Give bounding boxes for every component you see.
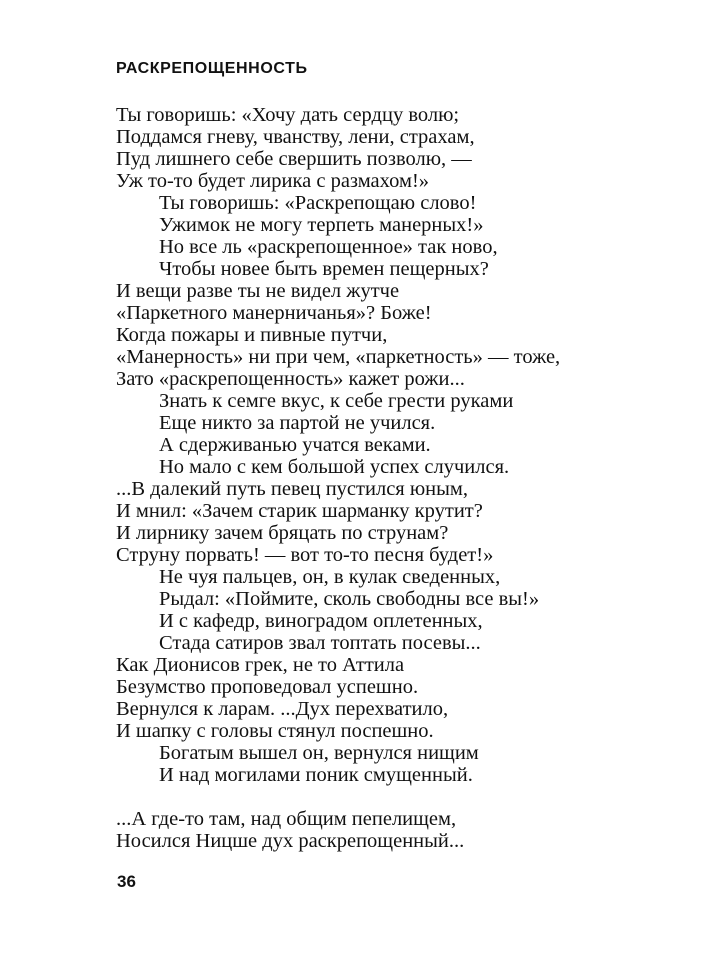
- poem-line: Но все ль «раскрепощенное» так ново,: [159, 236, 498, 258]
- poem-line: ...А где-то там, над общим пепелищем,: [116, 808, 457, 830]
- poem-line: Струну порвать! — вот то-то песня будет!»: [116, 544, 494, 566]
- poem-line: Поддамся гневу, чванству, лени, страхам,: [116, 126, 475, 148]
- poem-line: А сдерживанью учатся веками.: [159, 434, 431, 456]
- poem-line: И вещи разве ты не видел жутче: [116, 280, 400, 302]
- poem-line: ...В далекий путь певец пустился юным,: [116, 478, 469, 500]
- poem-line: Рыдал: «Поймите, сколь свободны все вы!»: [159, 588, 540, 610]
- poem-title: РАСКРЕПОЩЕННОСТЬ: [116, 60, 308, 77]
- poem-line: Но мало с кем большой успех случился.: [159, 456, 510, 478]
- poem-line: Стада сатиров звал топтать посевы...: [159, 632, 481, 654]
- poem-line: Вернулся к ларам. ...Дух перехватило,: [116, 698, 449, 720]
- poem-line: Ужимок не могу терпеть манерных!»: [159, 214, 484, 236]
- poem-line: Знать к семге вкус, к себе грести руками: [159, 390, 514, 412]
- poem-line: Уж то-то будет лирика с размахом!»: [116, 170, 430, 192]
- poem-line: И шапку с головы стянул поспешно.: [116, 720, 434, 742]
- poem-line: Когда пожары и пивные путчи,: [116, 324, 388, 346]
- poem-line: Богатым вышел он, вернулся нищим: [159, 742, 479, 764]
- poem-line: Зато «раскрепощенность» кажет рожи...: [116, 368, 465, 390]
- stanza-gap: [116, 786, 696, 808]
- poem-line: Пуд лишнего себе свершить позволю, —: [116, 148, 472, 170]
- poem-body: [116, 104, 696, 852]
- poem-line: Безумство проповедовал успешно.: [116, 676, 419, 698]
- poem-line: «Манерность» ни при чем, «паркетность» — тоже,: [116, 346, 561, 368]
- poem-line: Носился Ницше дух раскрепощенный...: [116, 830, 465, 852]
- poem-line: И мнил: «Зачем старик шарманку крутит?: [116, 500, 483, 522]
- poem-line: Не чуя пальцев, он, в кулак сведенных,: [159, 566, 501, 588]
- poem-line: «Паркетного манерничанья»? Боже!: [116, 302, 432, 324]
- poem-line: Чтобы новее быть времен пещерных?: [159, 258, 489, 280]
- poem-line: Еще никто за партой не учился.: [159, 412, 436, 434]
- poem-line: Ты говоришь: «Раскрепощаю слово!: [159, 192, 477, 214]
- poem-line: И над могилами поник смущенный.: [159, 764, 473, 786]
- poem-line: И с кафедр, виноградом оплетенных,: [159, 610, 483, 632]
- poem-line: Ты говоришь: «Хочу дать сердцу волю;: [116, 104, 460, 126]
- poem-line: Как Дионисов грек, не то Аттила: [116, 654, 405, 676]
- page-number: 36: [117, 872, 136, 891]
- poem-line: И лирнику зачем бряцать по струнам?: [116, 522, 449, 544]
